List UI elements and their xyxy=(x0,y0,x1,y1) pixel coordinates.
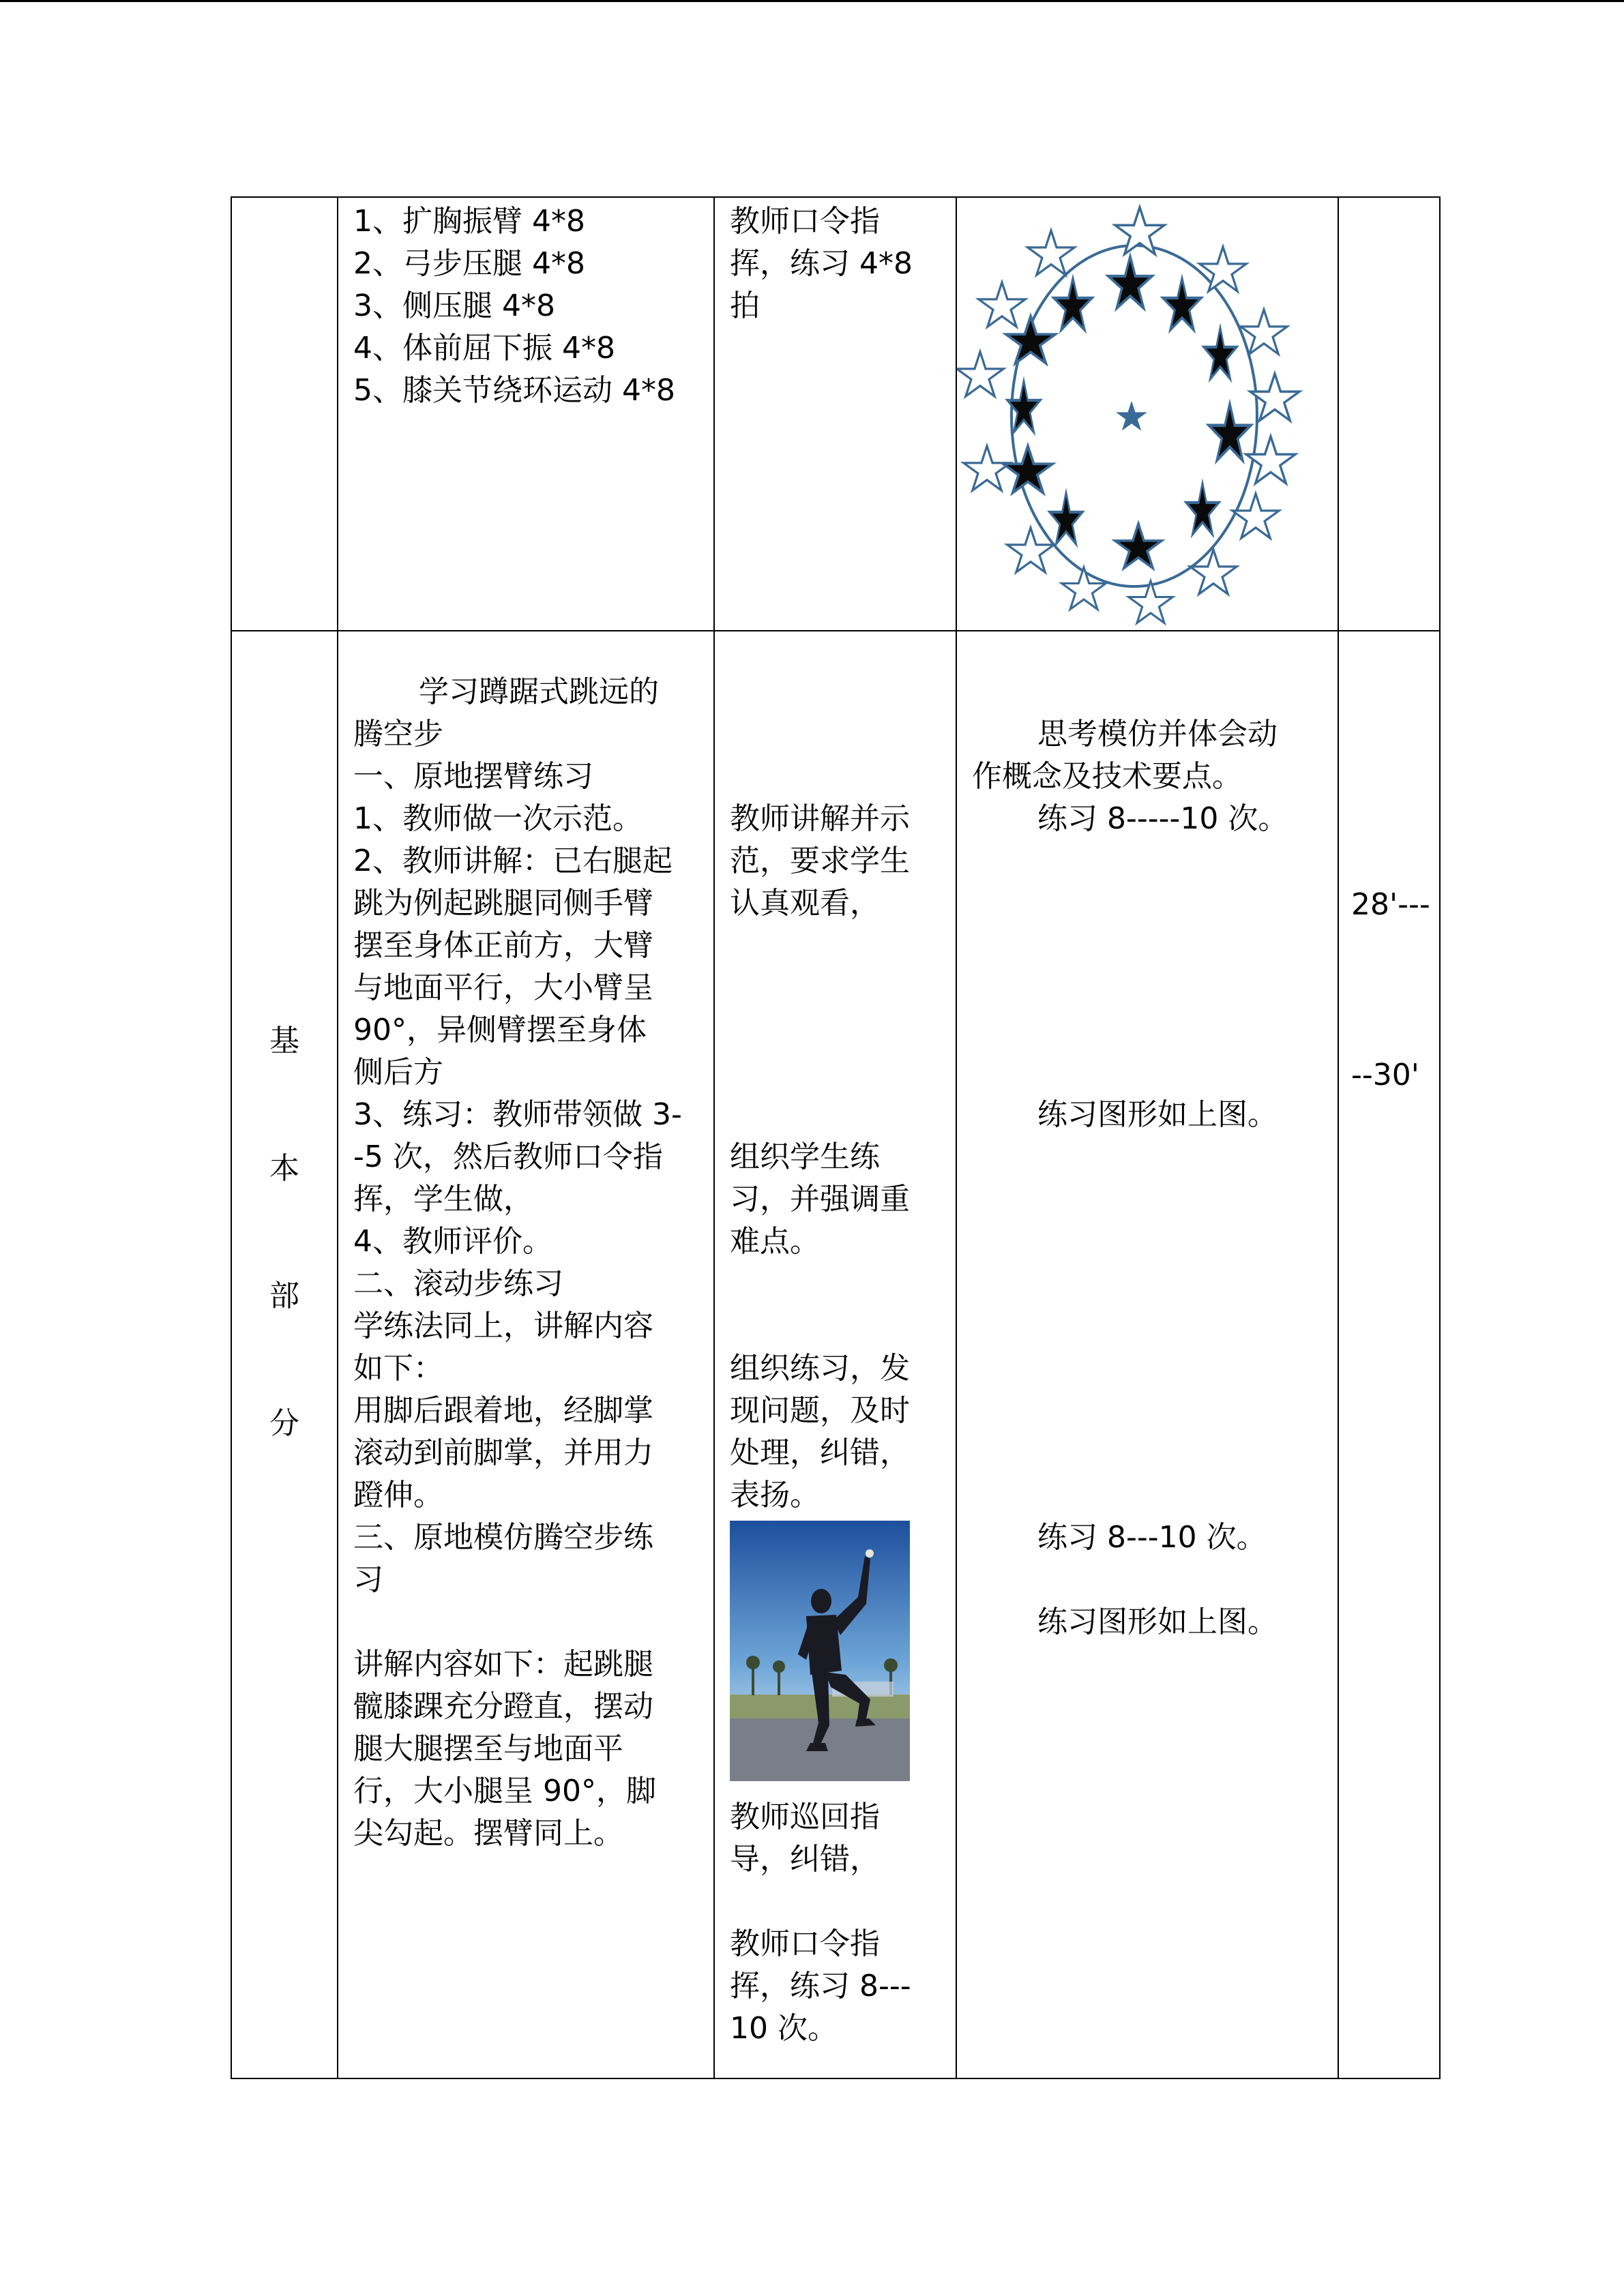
outer-star-icon xyxy=(979,282,1025,327)
student-line: 练习 8-----10 次。 xyxy=(1037,801,1288,836)
outer-star-icon xyxy=(957,352,1003,396)
outer-star-icon xyxy=(1190,550,1237,594)
basic-content-after-line: 讲解内容如下：起跳腿 xyxy=(353,1647,653,1682)
section-char-1: 基 xyxy=(269,1024,299,1058)
inner-star-icon xyxy=(1204,327,1237,379)
basic-content-line: 4、教师评价。 xyxy=(353,1224,552,1259)
teacher-line: 导，纠错， xyxy=(730,1842,880,1877)
inner-star-icon xyxy=(1209,404,1250,460)
page-top-border xyxy=(0,0,1624,2)
basic-content-line: 挥，学生做， xyxy=(353,1182,533,1217)
basic-content-line: -5 次，然后教师口令指 xyxy=(353,1139,663,1174)
basic-content-line: 跳为例起跳腿同侧手臂 xyxy=(353,886,653,921)
warmup-teacher-cell xyxy=(714,197,956,631)
basic-content-after-line: 行，大小腿呈 90°，脚 xyxy=(353,1774,656,1808)
basic-content-line: 习 xyxy=(353,1562,383,1597)
student-line: 练习 8---10 次。 xyxy=(1037,1520,1267,1555)
warmup-line-3: 3、侧压腿 4*8 xyxy=(353,288,555,323)
basic-content-line: 一、原地摆臂练习 xyxy=(353,759,593,794)
warmup-formation-cell xyxy=(956,197,1338,631)
basic-content-after-line: 髋膝踝充分蹬直，摆动 xyxy=(353,1689,653,1724)
basic-content-line: 学练法同上，讲解内容 xyxy=(353,1309,653,1343)
warmup-teacher-line-1: 教师口令指 xyxy=(730,204,880,239)
outer-star-icon xyxy=(1246,436,1295,483)
warmup-line-2: 2、弓步压腿 4*8 xyxy=(353,246,585,281)
teacher-line: 习，并强调重 xyxy=(730,1182,910,1217)
basic-content-line: 用脚后跟着地，经脚掌 xyxy=(353,1393,653,1428)
basic-content-after-line: 尖勾起。摆臂同上。 xyxy=(353,1816,623,1851)
inner-star-icon xyxy=(1115,524,1162,568)
inner-star-icon xyxy=(1054,278,1092,330)
basic-row xyxy=(231,631,1440,2078)
section-char-4: 分 xyxy=(269,1406,299,1441)
center-star-icon xyxy=(1117,402,1146,430)
basic-content-line: 侧后方 xyxy=(353,1055,443,1090)
inner-star-icon xyxy=(1186,483,1219,535)
warmup-teacher-line-2: 挥，练习 4*8 xyxy=(730,246,913,281)
teacher-line: 挥，练习 8--- xyxy=(730,1969,911,2003)
outer-star-icon xyxy=(964,446,1010,490)
warmup-content-cell xyxy=(338,197,714,631)
outer-star-icon xyxy=(1232,494,1279,538)
basic-teacher-cell xyxy=(714,631,956,2078)
outer-star-icon xyxy=(1028,230,1074,275)
section-char-2: 本 xyxy=(269,1151,299,1186)
teacher-line: 范，要求学生 xyxy=(730,844,910,878)
basic-time-cell xyxy=(1338,631,1440,2078)
warmup-line-4: 4、体前屈下振 4*8 xyxy=(353,331,615,366)
basic-content-line: 蹬伸。 xyxy=(353,1478,443,1512)
warmup-line-1: 1、扩胸振臂 4*8 xyxy=(353,204,585,239)
basic-content-line: 二、滚动步练习 xyxy=(353,1266,563,1301)
teacher-line: 认真观看， xyxy=(730,886,880,921)
basic-content-line: 滚动到前脚掌，并用力 xyxy=(353,1435,653,1470)
basic-content-line: 摆至身体正前方，大臂 xyxy=(353,928,653,963)
inner-star-icon xyxy=(1050,492,1082,544)
basic-content-line: 3、练习：教师带领做 3- xyxy=(353,1097,682,1132)
inner-star-icon xyxy=(1003,446,1052,493)
warmup-row xyxy=(231,197,1440,631)
lesson-plan-table xyxy=(231,196,1441,2079)
inner-star-icon xyxy=(1163,278,1201,330)
basic-title-line-1: 学习蹲踞式跳远的 xyxy=(419,674,659,709)
outer-star-icon xyxy=(1200,247,1246,291)
teacher-line: 教师口令指 xyxy=(730,1926,880,1961)
teacher-line: 教师巡回指 xyxy=(730,1800,880,1834)
basic-content-line: 1、教师做一次示范。 xyxy=(353,801,643,836)
warmup-teacher-line-3: 拍 xyxy=(730,288,760,323)
student-demonstration-photo xyxy=(730,1521,910,1781)
blank-line xyxy=(353,1601,698,1643)
basic-section-cell xyxy=(231,631,338,2078)
basic-content-after-line: 腿大腿摆至与地面平 xyxy=(353,1731,623,1766)
warmup-section-cell xyxy=(231,197,338,631)
teacher-line: 难点。 xyxy=(730,1224,820,1259)
student-line: 思考模仿并体会动 xyxy=(1037,717,1278,751)
time-end: --30' xyxy=(1351,1058,1419,1092)
teacher-line: 处理，纠错， xyxy=(730,1435,910,1470)
teacher-line: 现问题，及时 xyxy=(730,1393,910,1428)
section-char-3: 部 xyxy=(269,1279,299,1313)
student-line: 练习图形如上图。 xyxy=(1037,1097,1278,1132)
basic-content-line: 90°，异侧臂摆至身体 xyxy=(353,1013,647,1047)
teacher-line: 表扬。 xyxy=(730,1478,820,1512)
teacher-line: 教师讲解并示 xyxy=(730,801,910,836)
star-circle-formation-diagram xyxy=(957,198,1336,627)
outer-star-icon xyxy=(1062,567,1106,610)
warmup-line-5: 5、膝关节绕环运动 4*8 xyxy=(353,373,675,408)
basic-content-line: 与地面平行，大小臂呈 xyxy=(353,970,653,1005)
basic-content-cell xyxy=(338,631,714,2078)
basic-content-line: 如下： xyxy=(353,1351,443,1386)
basic-content-line: 2、教师讲解：已右腿起 xyxy=(353,844,673,878)
teacher-line: 组织练习，发 xyxy=(730,1351,910,1386)
basic-student-cell xyxy=(956,631,1338,2078)
teacher-line: 组织学生练 xyxy=(730,1139,880,1174)
basic-title-line-2: 腾空步 xyxy=(353,717,443,751)
warmup-time-cell xyxy=(1338,197,1440,631)
student-line: 练习图形如上图。 xyxy=(1037,1605,1278,1639)
basic-content-line: 三、原地模仿腾空步练 xyxy=(353,1520,653,1555)
teacher-line: 10 次。 xyxy=(730,2011,838,2046)
time-start: 28'--- xyxy=(1351,887,1430,922)
student-line: 作概念及技术要点。 xyxy=(972,759,1242,794)
inner-star-icon xyxy=(1108,256,1152,308)
